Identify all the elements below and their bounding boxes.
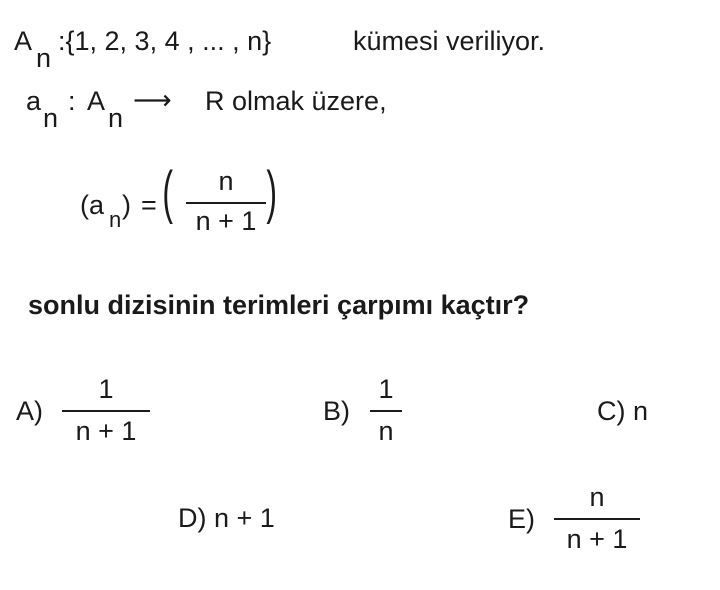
formula-fraction xyxy=(186,168,266,236)
fraction-denominator: n + 1 xyxy=(195,206,257,236)
formula-lhs-subscript: n xyxy=(109,207,122,232)
option-b-label: B) xyxy=(323,396,350,426)
set-elements: :{1, 2, 3, 4 , ... , n} xyxy=(58,26,272,56)
option-d-label: D) n + 1 xyxy=(178,503,275,533)
domain-subscript: n xyxy=(108,103,124,133)
question-text: sonlu dizisinin terimleri çarpımı kaçtır? xyxy=(28,290,530,320)
mapping-arrow: ⟶ xyxy=(133,85,172,115)
option-a-label: A) xyxy=(16,396,43,426)
option-e-denominator: n + 1 xyxy=(566,524,628,554)
option-b-fraction-bar xyxy=(370,410,402,412)
option-c-label: C) n xyxy=(597,396,649,426)
formula-lhs-close: ) xyxy=(122,190,131,220)
colon: : xyxy=(68,86,76,116)
option-e-fraction xyxy=(554,484,640,556)
option-b-numerator: 1 xyxy=(378,374,394,404)
option-a-denominator: n + 1 xyxy=(75,416,137,446)
fraction-numerator: n xyxy=(218,166,234,196)
option-e-label: E) xyxy=(508,504,535,534)
option-b-fraction xyxy=(370,376,402,448)
option-e-fraction-bar xyxy=(554,518,640,520)
set-symbol: A xyxy=(14,26,33,56)
left-parenthesis: ( xyxy=(162,160,173,225)
option-a-fraction-bar xyxy=(62,410,150,412)
option-b-denominator: n xyxy=(378,416,394,446)
set-description-text: kümesi veriliyor. xyxy=(353,26,546,56)
sequence-subscript: n xyxy=(43,103,59,133)
formula-equals: = xyxy=(141,190,157,220)
option-e-numerator: n xyxy=(589,482,605,512)
codomain-text: R olmak üzere, xyxy=(205,86,387,116)
set-subscript: n xyxy=(36,43,52,73)
option-a-numerator: 1 xyxy=(98,374,114,404)
right-parenthesis: ) xyxy=(266,160,277,225)
sequence-symbol: a xyxy=(26,86,42,116)
formula-lhs-open: (a xyxy=(80,190,105,220)
fraction-bar xyxy=(186,202,266,204)
option-a-fraction xyxy=(62,376,150,448)
domain-symbol: A xyxy=(87,86,106,116)
